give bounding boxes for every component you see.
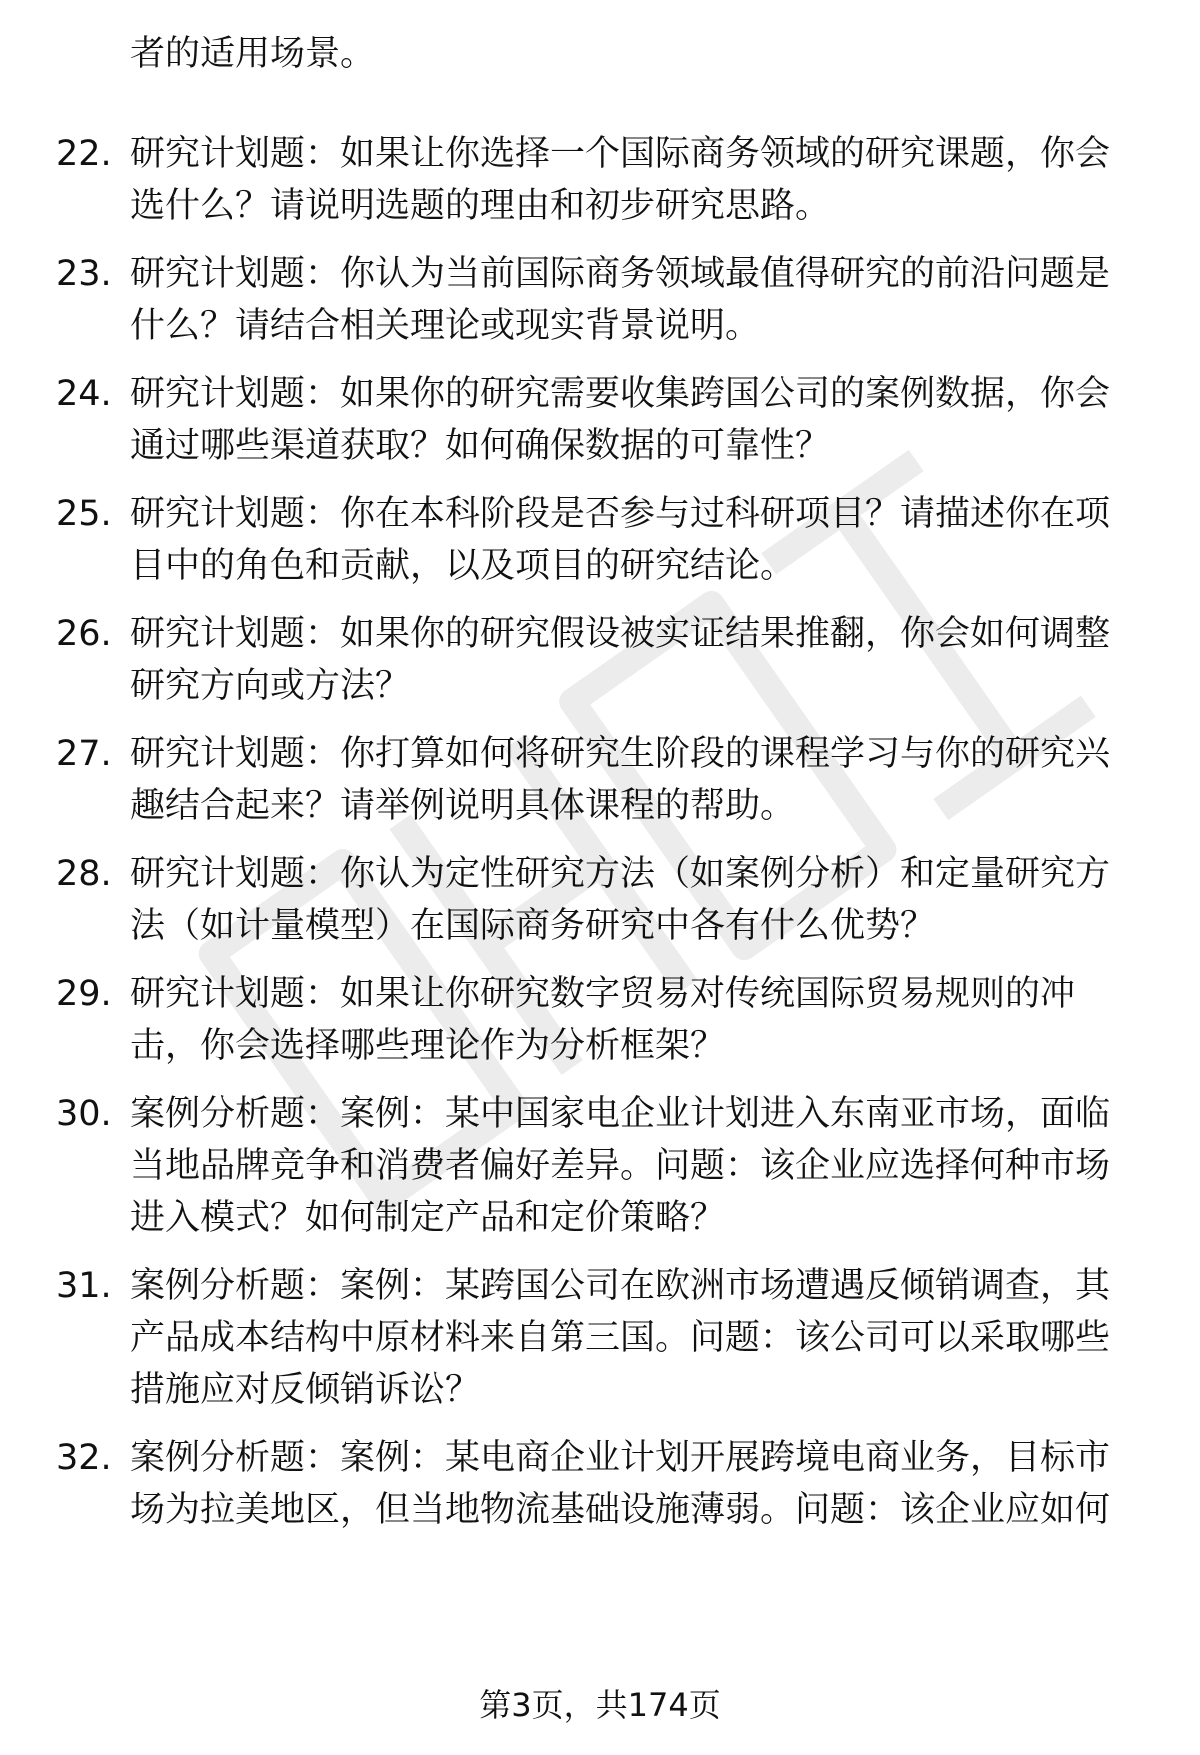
question-text: 案例分析题：案例：某跨国公司在欧洲市场遭遇反倾销调查，其产品成本结构中原材料来自第三国。问题：该公司可以采取哪些措施应对反倾销诉讼？	[130, 1266, 1111, 1410]
question-text: 研究计划题：如果你的研究假设被实证结果推翻，你会如何调整研究方向或方法？	[130, 614, 1111, 706]
question-number: 29.	[56, 974, 112, 1014]
question-text: 研究计划题：你认为当前国际商务领域最值得研究的前沿问题是什么？请结合相关理论或现实背景说明。	[130, 254, 1111, 346]
question-number: 22.	[56, 134, 112, 174]
question-text: 研究计划题：如果让你研究数字贸易对传统国际贸易规则的冲击，你会选择哪些理论作为分析框架？	[130, 974, 1076, 1066]
continuation-text: 者的适用场景。	[130, 34, 376, 74]
question-number: 31.	[56, 1266, 112, 1306]
question-number: 26.	[56, 614, 112, 654]
question-text: 研究计划题：你在本科阶段是否参与过科研项目？请描述你在项目中的角色和贡献，以及项目的研究结论。	[130, 494, 1111, 586]
question-number: 28.	[56, 854, 112, 894]
question-text: 研究计划题：你打算如何将研究生阶段的课程学习与你的研究兴趣结合起来？请举例说明具体课程的帮助。	[130, 734, 1111, 826]
question-text: 研究计划题：你认为定性研究方法（如案例分析）和定量研究方法（如计量模型）在国际商务研究中各有什么优势？	[130, 854, 1111, 946]
question-text: 研究计划题：如果你的研究需要收集跨国公司的案例数据，你会通过哪些渠道获取？如何确保数据的可靠性？	[130, 374, 1111, 466]
question-number: 25.	[56, 494, 112, 534]
question-number: 32.	[56, 1438, 112, 1478]
page-footer: 第3页，共174页	[479, 1686, 721, 1724]
question-text: 案例分析题：案例：某中国家电企业计划进入东南亚市场，面临当地品牌竞争和消费者偏好差异。问题：该企业应选择何种市场进入模式？如何制定产品和定价策略？	[130, 1094, 1111, 1238]
question-number: 27.	[56, 734, 112, 774]
question-text: 研究计划题：如果让你选择一个国际商务领域的研究课题，你会选什么？请说明选题的理由和初步研究思路。	[130, 134, 1111, 226]
question-number: 24.	[56, 374, 112, 414]
question-number: 23.	[56, 254, 112, 294]
question-number: 30.	[56, 1094, 112, 1134]
question-text: 案例分析题：案例：某电商企业计划开展跨境电商业务，目标市场为拉美地区，但当地物流基础设施薄弱。问题：该企业应如何	[130, 1438, 1111, 1530]
